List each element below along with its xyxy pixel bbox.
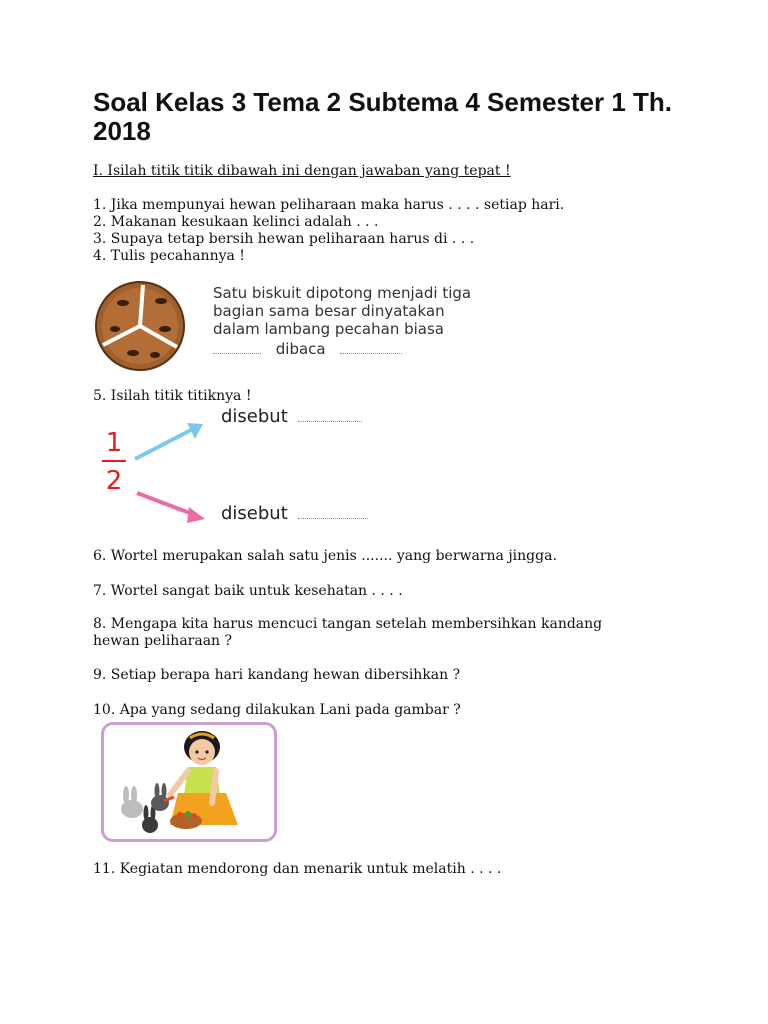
biscuit-illustration bbox=[93, 281, 187, 371]
question-10: 10. Apa yang sedang dilakukan Lani pada gambar ? bbox=[93, 702, 461, 718]
disebut-label-2: disebut bbox=[221, 503, 288, 524]
blank-line bbox=[340, 353, 402, 354]
biscuit-line-2: bagian sama besar dinyatakan bbox=[213, 302, 445, 320]
biscuit-read-label: dibaca bbox=[275, 340, 326, 358]
biscuit-line-1: Satu biskuit dipotong menjadi tiga bbox=[213, 284, 472, 302]
blank-line bbox=[298, 518, 368, 519]
question-4: 4. Tulis pecahannya ! bbox=[93, 248, 245, 264]
fraction-illustration bbox=[93, 405, 383, 530]
fraction-label-top bbox=[221, 406, 362, 427]
biscuit-line-3: dalam lambang pecahan biasa bbox=[213, 320, 444, 338]
arrows-icon bbox=[131, 415, 211, 525]
question-3: 3. Supaya tetap bersih hewan peliharaan harus di . . . bbox=[93, 231, 475, 247]
girl-feeding-rabbits-icon bbox=[104, 725, 274, 839]
question-1: 1. Jika mempunyai hewan peliharaan maka harus . . . . setiap hari. bbox=[93, 197, 565, 213]
question-5: 5. Isilah titik titiknya ! bbox=[93, 388, 252, 404]
question-9: 9. Setiap berapa hari kandang hewan dibersihkan ? bbox=[93, 667, 461, 683]
question-11: 11. Kegiatan mendorong dan menarik untuk melatih . . . . bbox=[93, 861, 502, 877]
question-8-line-2: hewan peliharaan ? bbox=[93, 633, 233, 649]
fraction-label-bottom bbox=[221, 503, 368, 524]
biscuit-text bbox=[213, 284, 471, 358]
page-title: Soal Kelas 3 Tema 2 Subtema 4 Semester 1 Th. 2018 bbox=[93, 87, 672, 146]
question-2: 2. Makanan kesukaan kelinci adalah . . . bbox=[93, 214, 379, 230]
blank-line bbox=[298, 421, 362, 422]
disebut-label-1: disebut bbox=[221, 406, 288, 427]
girl-rabbits-illustration bbox=[101, 722, 277, 842]
biscuit-read-row bbox=[213, 340, 471, 358]
question-7: 7. Wortel sangat baik untuk kesehatan . . . . bbox=[93, 583, 403, 599]
section-heading: I. Isilah titik titik dibawah ini dengan jawaban yang tepat ! bbox=[93, 163, 511, 179]
blank-line bbox=[213, 353, 261, 354]
question-6: 6. Wortel merupakan salah satu jenis ....... yang berwarna jingga. bbox=[93, 548, 557, 564]
fraction-denominator: 2 bbox=[105, 466, 123, 496]
question-8-line-1: 8. Mengapa kita harus mencuci tangan setelah membersihkan kandang bbox=[93, 616, 603, 632]
fraction-bar bbox=[102, 460, 126, 462]
biscuit-icon bbox=[93, 281, 187, 371]
fraction-numerator: 1 bbox=[105, 428, 123, 458]
